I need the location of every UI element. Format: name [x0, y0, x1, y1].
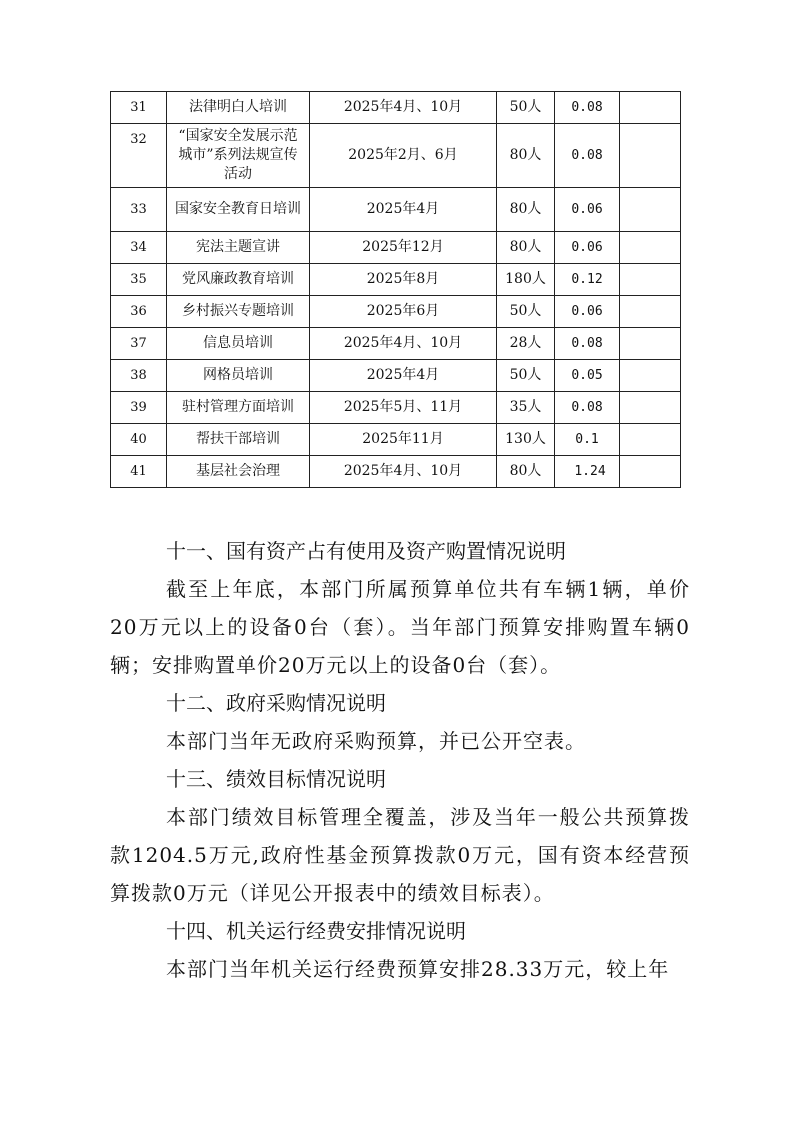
budget-amount: 0.08 — [555, 92, 620, 124]
budget-amount: 0.06 — [555, 188, 620, 232]
budget-amount: 0.12 — [555, 264, 620, 296]
project-name: 国家安全教育日培训 — [167, 188, 310, 232]
participant-count: 28人 — [497, 328, 555, 360]
table-row — [111, 328, 681, 360]
budget-amount: 0.08 — [555, 124, 620, 188]
budget-amount: 0.05 — [555, 360, 620, 392]
budget-amount: 0.08 — [555, 328, 620, 360]
row-number: 38 — [111, 360, 167, 392]
row-number: 36 — [111, 296, 167, 328]
row-number: 34 — [111, 232, 167, 264]
project-time: 2025年5月、11月 — [310, 392, 497, 424]
budget-amount: 0.06 — [555, 232, 620, 264]
remark-cell — [620, 92, 681, 124]
participant-count: 80人 — [497, 232, 555, 264]
project-name: 乡村振兴专题培训 — [167, 296, 310, 328]
remark-cell — [620, 328, 681, 360]
section-12-title: 十二、政府采购情况说明 — [166, 691, 386, 715]
remark-cell — [620, 424, 681, 456]
project-name: 基层社会治理 — [167, 456, 310, 488]
remark-cell — [620, 232, 681, 264]
row-number: 41 — [111, 456, 167, 488]
budget-amount: 0.08 — [555, 392, 620, 424]
row-number: 31 — [111, 92, 167, 124]
remark-cell — [620, 296, 681, 328]
table-row — [111, 392, 681, 424]
remark-cell — [620, 360, 681, 392]
project-time: 2025年8月 — [310, 264, 497, 296]
section-14-title: 十四、机关运行经费安排情况说明 — [166, 919, 466, 943]
project-name: 驻村管理方面培训 — [167, 392, 310, 424]
project-time: 2025年4月、10月 — [310, 456, 497, 488]
section-11-body: 截至上年底，本部门所属预算单位共有车辆1辆，单价20万元以上的设备0台（套）。当年部门预算安排购置车辆0辆；安排购置单价20万元以上的设备0台（套）。 — [110, 577, 690, 677]
table-row — [111, 124, 681, 188]
row-number: 37 — [111, 328, 167, 360]
project-time: 2025年4月 — [310, 188, 497, 232]
budget-amount: 0.06 — [555, 296, 620, 328]
participant-count: 50人 — [497, 92, 555, 124]
participant-count: 180人 — [497, 264, 555, 296]
row-number: 32 — [111, 124, 167, 188]
table-row — [111, 296, 681, 328]
project-name: 宪法主题宣讲 — [167, 232, 310, 264]
row-number: 39 — [111, 392, 167, 424]
project-name: 法律明白人培训 — [167, 92, 310, 124]
project-name: 帮扶干部培训 — [167, 424, 310, 456]
table-row — [111, 424, 681, 456]
project-name: “国家安全发展示范城市”系列法规宣传活动 — [167, 124, 310, 188]
table-row — [111, 92, 681, 124]
training-budget-table — [110, 91, 681, 488]
section-11-title: 十一、国有资产占有使用及资产购置情况说明 — [166, 539, 566, 563]
project-time: 2025年12月 — [310, 232, 497, 264]
participant-count: 50人 — [497, 296, 555, 328]
participant-count: 80人 — [497, 188, 555, 232]
row-number: 40 — [111, 424, 167, 456]
project-name: 网格员培训 — [167, 360, 310, 392]
remark-cell — [620, 124, 681, 188]
remark-cell — [620, 456, 681, 488]
section-14-body: 本部门当年机关运行经费预算安排28.33万元，较上年 — [166, 957, 670, 981]
row-number: 35 — [111, 264, 167, 296]
project-time: 2025年4月、10月 — [310, 328, 497, 360]
project-time: 2025年2月、6月 — [310, 124, 497, 188]
project-time: 2025年4月 — [310, 360, 497, 392]
remark-cell — [620, 264, 681, 296]
table-row — [111, 264, 681, 296]
remark-cell — [620, 392, 681, 424]
project-time: 2025年11月 — [310, 424, 497, 456]
section-12-body: 本部门当年无政府采购预算，并已公开空表。 — [166, 729, 586, 753]
row-number: 33 — [111, 188, 167, 232]
remark-cell — [620, 188, 681, 232]
participant-count: 50人 — [497, 360, 555, 392]
participant-count: 130人 — [497, 424, 555, 456]
budget-amount: 0.1 — [555, 424, 620, 456]
section-13-body: 本部门绩效目标管理全覆盖，涉及当年一般公共预算拨款1204.5万元,政府性基金预算拨款0万元，国有资本经营预算拨款0万元（详见公开报表中的绩效目标表）。 — [110, 805, 690, 905]
table-row — [111, 360, 681, 392]
table-row — [111, 232, 681, 264]
table-row — [111, 188, 681, 232]
project-name: 信息员培训 — [167, 328, 310, 360]
project-time: 2025年6月 — [310, 296, 497, 328]
project-name: 党风廉政教育培训 — [167, 264, 310, 296]
body-text — [110, 532, 690, 988]
budget-amount: 1.24 — [555, 456, 620, 488]
participant-count: 80人 — [497, 456, 555, 488]
participant-count: 80人 — [497, 124, 555, 188]
participant-count: 35人 — [497, 392, 555, 424]
table-row — [111, 456, 681, 488]
project-time: 2025年4月、10月 — [310, 92, 497, 124]
section-13-title: 十三、绩效目标情况说明 — [166, 767, 386, 791]
